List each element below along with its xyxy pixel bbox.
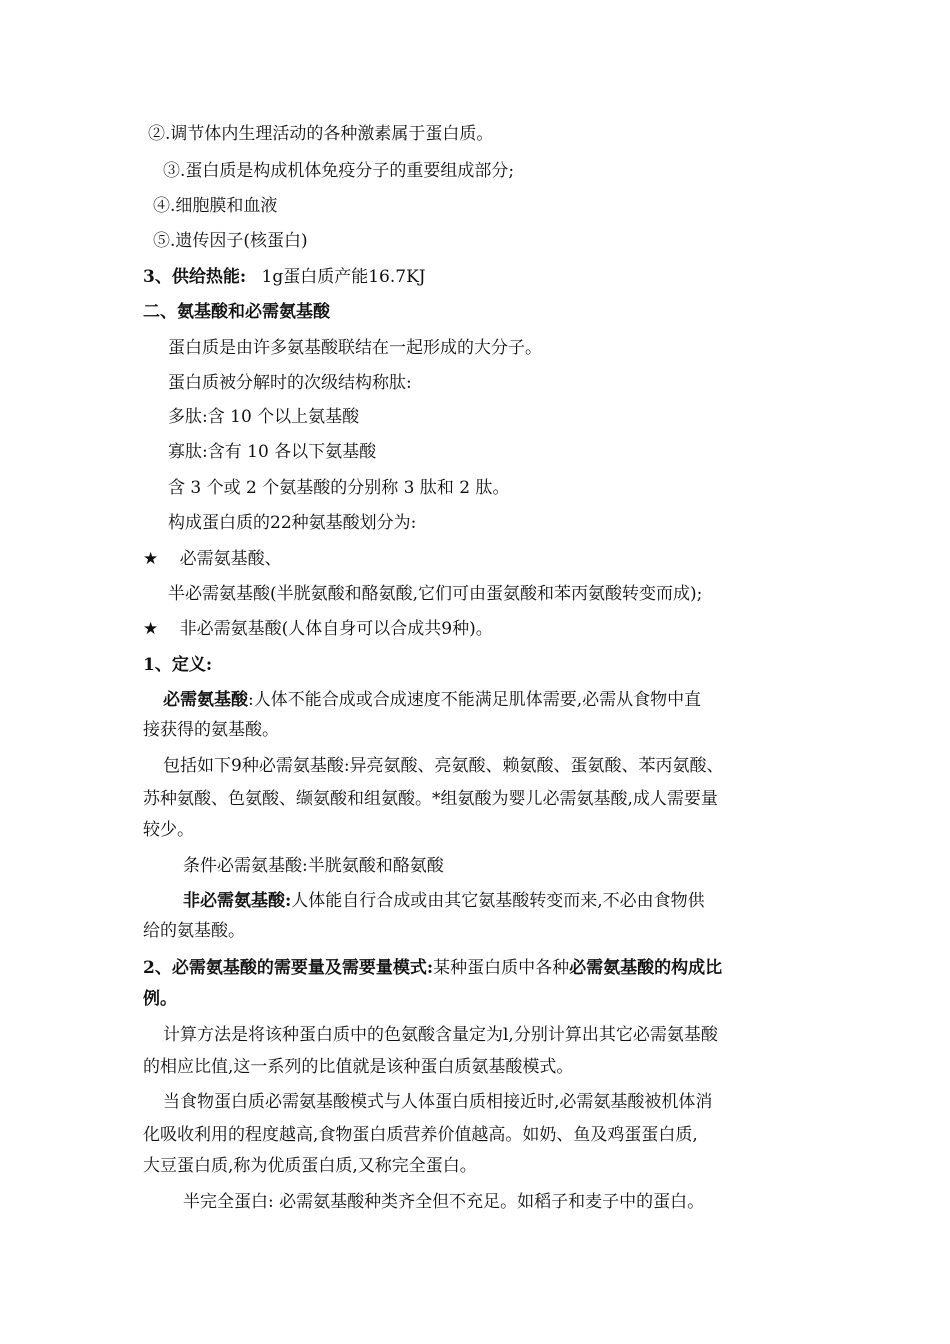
pattern-heading-line: 例。 <box>143 989 177 1009</box>
essential-list-line: 包括如下9种必需氨基酸:异亮氨酸、亮氨酸、赖氨酸、蛋氨酸、苯丙氨酸、 <box>163 756 724 776</box>
paragraph: 含 3 个或 2 个氨基酸的分别称 3 肽和 2 肽。 <box>168 478 510 498</box>
half-complete-line: 半完全蛋白: 必需氨基酸种类齐全但不充足。如稻子和麦子中的蛋白。 <box>183 1192 705 1212</box>
nonessential-text: 人体能自行合成或由其它氨基酸转变而来,不必由食物供 <box>291 891 705 911</box>
bullet-nonessential <box>143 618 493 640</box>
bullet-essential <box>143 548 282 570</box>
list-item-2: ②.调节体内生理活动的各种激素属于蛋白质。 <box>148 124 494 144</box>
nonessential-term: 非必需氨基酸: <box>183 891 292 911</box>
energy-label: 3、供给热能: <box>143 267 247 287</box>
bullet-text: 非必需氨基酸(人体自身可以合成共9种)。 <box>179 619 493 639</box>
essential-list-line: 较少。 <box>143 820 194 840</box>
paragraph: 构成蛋白质的22种氨基酸划分为: <box>168 513 417 533</box>
paragraph: 多肽:含 10 个以上氨基酸 <box>168 407 360 427</box>
essential-list-line: 苏种氨酸、色氨酸、缬氨酸和组氨酸。*组氨酸为婴儿必需氨基酸,成人需要量 <box>143 789 718 809</box>
pattern-mid: 某种蛋白质中各种 <box>433 958 570 978</box>
pattern-tail: 必需氨基酸的构成比 <box>569 958 723 978</box>
essential-text: :人体不能合成或合成速度不能满足肌体需要,必需从食物中直 <box>248 690 702 710</box>
list-item-5: ⑤.遗传因子(核蛋白) <box>153 231 308 251</box>
list-item-4: ④.细胞膜和血液 <box>153 196 278 216</box>
food-line: 化吸收利用的程度越高,食物蛋白质营养价值越高。如奶、鱼及鸡蛋蛋白质, <box>143 1125 698 1145</box>
bullet-text: 必需氨基酸、 <box>179 549 282 569</box>
pattern-heading-line <box>143 957 722 979</box>
essential-definition-line <box>163 689 701 711</box>
section-heading: 二、氨基酸和必需氨基酸 <box>143 302 330 322</box>
conditional-line: 条件必需氨基酸:半胱氨酸和酪氨酸 <box>183 856 444 876</box>
nonessential-definition-line <box>183 890 705 912</box>
definition-heading: 1、定义: <box>143 655 213 675</box>
nonessential-definition-line: 给的氨基酸。 <box>143 921 245 941</box>
essential-term: 必需氨基酸 <box>163 690 248 710</box>
essential-definition-line: 接获得的氨基酸。 <box>143 720 279 740</box>
pattern-heading: 2、必需氨基酸的需要量及需要量模式: <box>143 958 434 978</box>
calc-line: 的相应比值,这一系列的比值就是该种蛋白质氨基酸模式。 <box>143 1057 574 1077</box>
paragraph: 寡肽:含有 10 各以下氨基酸 <box>168 442 377 462</box>
list-item-3: ③.蛋白质是构成机体免疫分子的重要组成部分; <box>163 161 515 181</box>
star-icon: ★ <box>143 619 159 639</box>
food-line: 大豆蛋白质,称为优质蛋白质,又称完全蛋白。 <box>143 1156 477 1176</box>
energy-line <box>143 266 426 288</box>
calc-line: 计算方法是将该种蛋白质中的色氨酸含量定为l,分别计算出其它必需氨基酸 <box>163 1025 718 1045</box>
semi-essential-line: 半必需氨基酸(半胱氨酸和酪氨酸,它们可由蛋氨酸和苯丙氨酸转变而成); <box>168 584 703 604</box>
paragraph: 蛋白质被分解时的次级结构称肽: <box>168 373 412 393</box>
energy-text: 1g蛋白质产能16.7KJ <box>261 267 426 287</box>
paragraph: 蛋白质是由许多氨基酸联结在一起形成的大分子。 <box>168 338 542 358</box>
food-line: 当食物蛋白质必需氨基酸模式与人体蛋白质相接近时,必需氨基酸被机体消 <box>163 1092 713 1112</box>
star-icon: ★ <box>143 549 159 569</box>
